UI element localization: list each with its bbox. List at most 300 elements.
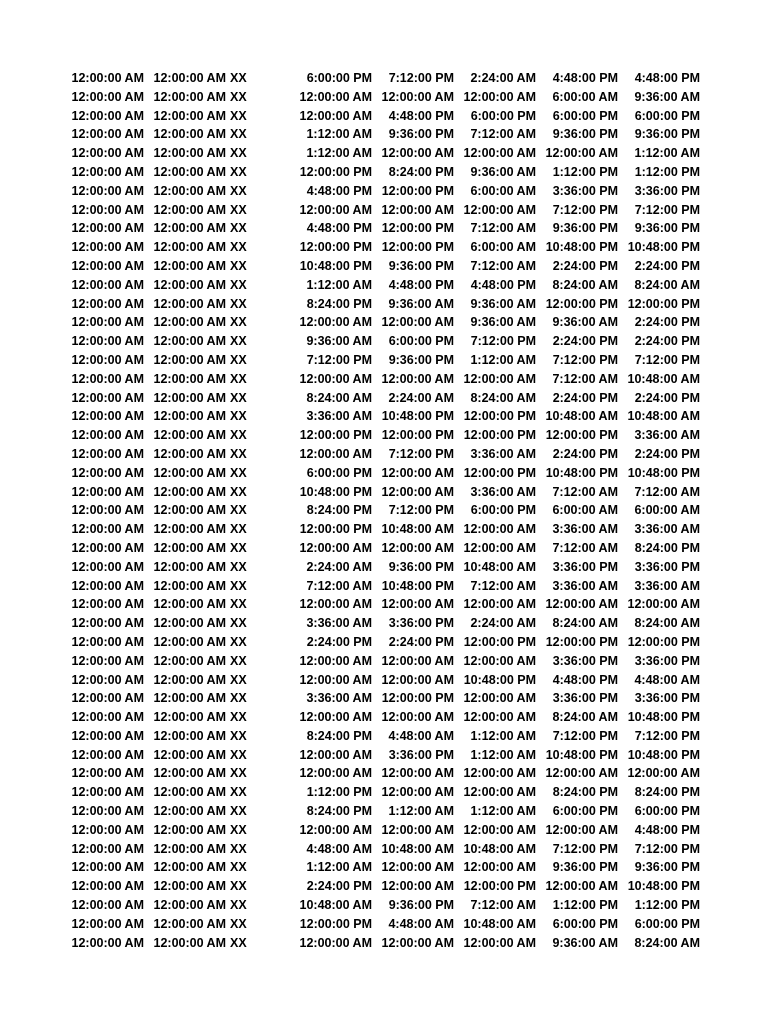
cell-start-time: 12:00:00 AM: [71, 804, 144, 819]
cell-time-2: 9:36:00 AM: [388, 296, 454, 311]
cell-time-4: 2:24:00 PM: [552, 390, 618, 405]
cell-time-3: 7:12:00 AM: [470, 258, 536, 273]
cell-time-2: 12:00:00 AM: [381, 597, 454, 612]
table-row: [0, 821, 768, 840]
cell-time-3: 12:00:00 PM: [463, 634, 536, 649]
cell-end-time: 12:00:00 AM: [153, 71, 226, 85]
cell-code: XX: [230, 108, 247, 123]
cell-time-3: 12:00:00 AM: [463, 540, 536, 555]
cell-start-time: 12:00:00 AM: [71, 352, 144, 367]
cell-code: XX: [230, 164, 247, 179]
cell-time-2: 2:24:00 AM: [388, 390, 454, 405]
cell-time-2: 12:00:00 AM: [381, 672, 454, 687]
cell-start-time: 12:00:00 AM: [71, 559, 144, 574]
cell-code: XX: [230, 691, 247, 706]
cell-start-time: 12:00:00 AM: [71, 146, 144, 161]
cell-time-1: 3:36:00 AM: [306, 409, 372, 424]
table-row: [0, 858, 768, 877]
cell-time-1: 12:00:00 AM: [299, 446, 372, 461]
cell-time-1: 12:00:00 PM: [299, 428, 372, 443]
cell-time-2: 12:00:00 AM: [381, 785, 454, 800]
cell-time-5: 9:36:00 PM: [634, 221, 700, 236]
cell-time-5: 9:36:00 AM: [634, 89, 700, 104]
cell-time-1: 12:00:00 AM: [299, 653, 372, 668]
cell-time-1: 12:00:00 AM: [299, 371, 372, 386]
cell-time-2: 6:00:00 PM: [388, 334, 454, 349]
cell-time-5: 4:48:00 PM: [634, 822, 700, 837]
table-row: [0, 313, 768, 332]
cell-start-time: 12:00:00 AM: [71, 371, 144, 386]
cell-time-1: 7:12:00 PM: [306, 352, 372, 367]
cell-time-3: 9:36:00 AM: [470, 315, 536, 330]
cell-time-3: 10:48:00 AM: [463, 916, 536, 931]
cell-time-4: 8:24:00 AM: [552, 277, 618, 292]
cell-time-2: 12:00:00 AM: [381, 146, 454, 161]
cell-time-3: 12:00:00 AM: [463, 691, 536, 706]
table-row: [0, 746, 768, 765]
cell-time-2: 1:12:00 AM: [388, 804, 454, 819]
cell-time-5: 7:12:00 PM: [634, 352, 700, 367]
table-row: [0, 351, 768, 370]
cell-code: XX: [230, 390, 247, 405]
cell-time-1: 3:36:00 AM: [306, 691, 372, 706]
cell-start-time: 12:00:00 AM: [71, 71, 144, 85]
cell-time-1: 8:24:00 PM: [306, 804, 372, 819]
cell-time-1: 12:00:00 PM: [299, 522, 372, 537]
cell-time-3: 12:00:00 PM: [463, 879, 536, 894]
cell-start-time: 12:00:00 AM: [71, 183, 144, 198]
cell-code: XX: [230, 89, 247, 104]
cell-start-time: 12:00:00 AM: [71, 822, 144, 837]
table-row: [0, 652, 768, 671]
cell-time-5: 2:24:00 PM: [634, 390, 700, 405]
cell-end-time: 12:00:00 AM: [153, 428, 226, 443]
cell-time-5: 3:36:00 PM: [634, 691, 700, 706]
cell-time-3: 1:12:00 AM: [470, 747, 536, 762]
cell-start-time: 12:00:00 AM: [71, 258, 144, 273]
cell-time-4: 3:36:00 AM: [552, 522, 618, 537]
cell-code: XX: [230, 258, 247, 273]
cell-time-3: 1:12:00 AM: [470, 804, 536, 819]
cell-end-time: 12:00:00 AM: [153, 766, 226, 781]
cell-time-2: 4:48:00 AM: [388, 728, 454, 743]
cell-time-5: 7:12:00 PM: [634, 728, 700, 743]
cell-end-time: 12:00:00 AM: [153, 522, 226, 537]
cell-start-time: 12:00:00 AM: [71, 634, 144, 649]
cell-start-time: 12:00:00 AM: [71, 710, 144, 725]
cell-start-time: 12:00:00 AM: [71, 428, 144, 443]
cell-time-3: 3:36:00 AM: [470, 446, 536, 461]
cell-time-3: 3:36:00 AM: [470, 484, 536, 499]
cell-time-4: 6:00:00 AM: [552, 89, 618, 104]
cell-code: XX: [230, 841, 247, 856]
cell-time-4: 12:00:00 AM: [545, 766, 618, 781]
table-row: [0, 445, 768, 464]
cell-time-2: 12:00:00 PM: [381, 183, 454, 198]
table-row: [0, 464, 768, 483]
cell-time-4: 8:24:00 AM: [552, 616, 618, 631]
cell-time-2: 4:48:00 AM: [388, 916, 454, 931]
cell-time-1: 1:12:00 PM: [306, 785, 372, 800]
cell-time-5: 10:48:00 AM: [627, 409, 700, 424]
cell-code: XX: [230, 315, 247, 330]
cell-code: XX: [230, 822, 247, 837]
cell-time-3: 7:12:00 PM: [470, 334, 536, 349]
cell-time-5: 7:12:00 PM: [634, 202, 700, 217]
cell-time-1: 12:00:00 AM: [299, 672, 372, 687]
table-row: [0, 896, 768, 915]
cell-code: XX: [230, 334, 247, 349]
cell-code: XX: [230, 879, 247, 894]
cell-code: XX: [230, 371, 247, 386]
cell-time-3: 9:36:00 AM: [470, 296, 536, 311]
cell-start-time: 12:00:00 AM: [71, 296, 144, 311]
cell-time-3: 7:12:00 AM: [470, 898, 536, 913]
cell-time-2: 4:48:00 PM: [388, 108, 454, 123]
cell-code: XX: [230, 653, 247, 668]
cell-start-time: 12:00:00 AM: [71, 390, 144, 405]
cell-end-time: 12:00:00 AM: [153, 559, 226, 574]
cell-code: XX: [230, 672, 247, 687]
cell-time-1: 12:00:00 AM: [299, 540, 372, 555]
table-row: [0, 238, 768, 257]
cell-time-4: 3:36:00 PM: [552, 653, 618, 668]
cell-time-4: 9:36:00 PM: [552, 127, 618, 142]
cell-time-3: 12:00:00 AM: [463, 146, 536, 161]
cell-time-2: 3:36:00 PM: [388, 747, 454, 762]
cell-end-time: 12:00:00 AM: [153, 747, 226, 762]
cell-end-time: 12:00:00 AM: [153, 578, 226, 593]
cell-time-2: 10:48:00 AM: [381, 522, 454, 537]
cell-time-4: 4:48:00 PM: [552, 672, 618, 687]
cell-time-1: 12:00:00 AM: [299, 822, 372, 837]
cell-start-time: 12:00:00 AM: [71, 860, 144, 875]
cell-start-time: 12:00:00 AM: [71, 315, 144, 330]
cell-time-3: 7:12:00 AM: [470, 221, 536, 236]
cell-time-2: 8:24:00 PM: [388, 164, 454, 179]
cell-end-time: 12:00:00 AM: [153, 710, 226, 725]
cell-time-4: 6:00:00 PM: [552, 916, 618, 931]
cell-start-time: 12:00:00 AM: [71, 409, 144, 424]
cell-time-4: 12:00:00 PM: [545, 296, 618, 311]
cell-time-4: 9:36:00 AM: [552, 315, 618, 330]
cell-time-3: 2:24:00 AM: [470, 616, 536, 631]
cell-time-2: 12:00:00 PM: [381, 221, 454, 236]
table-row: [0, 483, 768, 502]
cell-code: XX: [230, 597, 247, 612]
table-row: [0, 577, 768, 596]
cell-end-time: 12:00:00 AM: [153, 258, 226, 273]
cell-time-2: 3:36:00 PM: [388, 616, 454, 631]
cell-code: XX: [230, 221, 247, 236]
cell-time-2: 9:36:00 PM: [388, 127, 454, 142]
cell-code: XX: [230, 428, 247, 443]
cell-end-time: 12:00:00 AM: [153, 785, 226, 800]
cell-time-4: 10:48:00 AM: [545, 409, 618, 424]
cell-time-4: 12:00:00 AM: [545, 822, 618, 837]
cell-time-4: 1:12:00 PM: [552, 164, 618, 179]
cell-time-4: 10:48:00 PM: [545, 747, 618, 762]
cell-code: XX: [230, 409, 247, 424]
cell-code: XX: [230, 860, 247, 875]
cell-code: XX: [230, 146, 247, 161]
cell-time-2: 12:00:00 AM: [381, 822, 454, 837]
cell-end-time: 12:00:00 AM: [153, 315, 226, 330]
cell-time-5: 3:36:00 AM: [634, 522, 700, 537]
cell-time-4: 9:36:00 PM: [552, 860, 618, 875]
cell-time-4: 6:00:00 AM: [552, 503, 618, 518]
cell-time-4: 10:48:00 PM: [545, 465, 618, 480]
spreadsheet-body: [0, 69, 768, 952]
cell-time-5: 8:24:00 PM: [634, 540, 700, 555]
cell-time-5: 2:24:00 PM: [634, 334, 700, 349]
cell-time-3: 7:12:00 AM: [470, 578, 536, 593]
cell-time-2: 12:00:00 AM: [381, 89, 454, 104]
cell-start-time: 12:00:00 AM: [71, 277, 144, 292]
cell-time-4: 4:48:00 PM: [552, 71, 618, 85]
cell-end-time: 12:00:00 AM: [153, 822, 226, 837]
cell-start-time: 12:00:00 AM: [71, 672, 144, 687]
table-row: [0, 295, 768, 314]
cell-time-5: 10:48:00 AM: [627, 371, 700, 386]
cell-start-time: 12:00:00 AM: [71, 484, 144, 499]
cell-time-2: 7:12:00 PM: [388, 503, 454, 518]
table-row: [0, 201, 768, 220]
cell-time-4: 7:12:00 PM: [552, 352, 618, 367]
table-row: [0, 633, 768, 652]
cell-code: XX: [230, 634, 247, 649]
cell-time-5: 6:00:00 PM: [634, 916, 700, 931]
cell-time-3: 1:12:00 AM: [470, 728, 536, 743]
cell-time-4: 7:12:00 AM: [552, 484, 618, 499]
cell-time-4: 8:24:00 AM: [552, 710, 618, 725]
cell-time-2: 12:00:00 AM: [381, 465, 454, 480]
cell-start-time: 12:00:00 AM: [71, 691, 144, 706]
cell-time-1: 4:48:00 PM: [306, 183, 372, 198]
cell-end-time: 12:00:00 AM: [153, 616, 226, 631]
table-row: [0, 125, 768, 144]
table-row: [0, 840, 768, 859]
cell-time-2: 10:48:00 AM: [381, 841, 454, 856]
table-row: [0, 915, 768, 934]
cell-time-5: 8:24:00 AM: [634, 935, 700, 950]
cell-time-4: 7:12:00 AM: [552, 371, 618, 386]
cell-time-5: 1:12:00 PM: [634, 898, 700, 913]
table-row: [0, 219, 768, 238]
cell-start-time: 12:00:00 AM: [71, 785, 144, 800]
cell-time-4: 1:12:00 PM: [552, 898, 618, 913]
cell-time-3: 7:12:00 AM: [470, 127, 536, 142]
cell-end-time: 12:00:00 AM: [153, 296, 226, 311]
cell-time-2: 9:36:00 PM: [388, 559, 454, 574]
cell-code: XX: [230, 804, 247, 819]
cell-code: XX: [230, 202, 247, 217]
cell-time-4: 2:24:00 PM: [552, 334, 618, 349]
cell-code: XX: [230, 522, 247, 537]
cell-time-2: 12:00:00 AM: [381, 371, 454, 386]
cell-time-3: 12:00:00 AM: [463, 522, 536, 537]
table-row: [0, 671, 768, 690]
cell-time-5: 2:24:00 PM: [634, 258, 700, 273]
cell-end-time: 12:00:00 AM: [153, 634, 226, 649]
cell-time-1: 12:00:00 AM: [299, 202, 372, 217]
table-row: [0, 520, 768, 539]
cell-time-2: 12:00:00 AM: [381, 202, 454, 217]
cell-start-time: 12:00:00 AM: [71, 127, 144, 142]
cell-code: XX: [230, 127, 247, 142]
cell-start-time: 12:00:00 AM: [71, 465, 144, 480]
cell-end-time: 12:00:00 AM: [153, 540, 226, 555]
cell-time-3: 10:48:00 AM: [463, 559, 536, 574]
cell-start-time: 12:00:00 AM: [71, 616, 144, 631]
cell-time-5: 4:48:00 AM: [634, 672, 700, 687]
cell-time-2: 12:00:00 AM: [381, 935, 454, 950]
cell-time-2: 12:00:00 AM: [381, 540, 454, 555]
cell-time-4: 9:36:00 PM: [552, 221, 618, 236]
cell-code: XX: [230, 240, 247, 255]
cell-code: XX: [230, 747, 247, 762]
cell-code: XX: [230, 916, 247, 931]
cell-time-1: 8:24:00 PM: [306, 296, 372, 311]
cell-time-5: 6:00:00 AM: [634, 503, 700, 518]
cell-time-1: 1:12:00 AM: [306, 860, 372, 875]
cell-time-1: 1:12:00 AM: [306, 277, 372, 292]
cell-time-1: 8:24:00 PM: [306, 503, 372, 518]
table-row: [0, 877, 768, 896]
cell-time-1: 12:00:00 AM: [299, 315, 372, 330]
cell-code: XX: [230, 898, 247, 913]
cell-start-time: 12:00:00 AM: [71, 653, 144, 668]
cell-time-1: 1:12:00 AM: [306, 127, 372, 142]
cell-time-5: 10:48:00 PM: [627, 465, 700, 480]
cell-start-time: 12:00:00 AM: [71, 334, 144, 349]
table-row: [0, 276, 768, 295]
cell-code: XX: [230, 785, 247, 800]
cell-code: XX: [230, 446, 247, 461]
cell-time-4: 12:00:00 AM: [545, 879, 618, 894]
table-row: [0, 144, 768, 163]
cell-time-3: 9:36:00 AM: [470, 164, 536, 179]
cell-time-5: 10:48:00 PM: [627, 240, 700, 255]
cell-time-2: 12:00:00 AM: [381, 766, 454, 781]
cell-end-time: 12:00:00 AM: [153, 503, 226, 518]
cell-time-2: 12:00:00 PM: [381, 428, 454, 443]
cell-end-time: 12:00:00 AM: [153, 916, 226, 931]
cell-time-2: 12:00:00 AM: [381, 710, 454, 725]
cell-code: XX: [230, 559, 247, 574]
cell-end-time: 12:00:00 AM: [153, 728, 226, 743]
cell-time-3: 6:00:00 AM: [470, 183, 536, 198]
cell-time-4: 12:00:00 AM: [545, 597, 618, 612]
cell-time-3: 12:00:00 AM: [463, 710, 536, 725]
cell-time-5: 7:12:00 PM: [634, 841, 700, 856]
cell-time-5: 8:24:00 AM: [634, 616, 700, 631]
cell-code: XX: [230, 352, 247, 367]
cell-time-1: 6:00:00 PM: [306, 71, 372, 85]
cell-time-5: 2:24:00 PM: [634, 446, 700, 461]
cell-time-4: 9:36:00 AM: [552, 935, 618, 950]
cell-code: XX: [230, 710, 247, 725]
cell-end-time: 12:00:00 AM: [153, 127, 226, 142]
cell-time-3: 8:24:00 AM: [470, 390, 536, 405]
cell-time-4: 12:00:00 PM: [545, 634, 618, 649]
cell-time-5: 7:12:00 AM: [634, 484, 700, 499]
cell-start-time: 12:00:00 AM: [71, 446, 144, 461]
cell-time-3: 12:00:00 AM: [463, 822, 536, 837]
cell-end-time: 12:00:00 AM: [153, 334, 226, 349]
cell-end-time: 12:00:00 AM: [153, 691, 226, 706]
table-row: [0, 558, 768, 577]
cell-time-2: 9:36:00 PM: [388, 898, 454, 913]
cell-start-time: 12:00:00 AM: [71, 164, 144, 179]
cell-end-time: 12:00:00 AM: [153, 860, 226, 875]
cell-start-time: 12:00:00 AM: [71, 916, 144, 931]
cell-time-3: 12:00:00 AM: [463, 597, 536, 612]
cell-time-4: 12:00:00 AM: [545, 146, 618, 161]
cell-start-time: 12:00:00 AM: [71, 728, 144, 743]
cell-time-3: 6:00:00 AM: [470, 240, 536, 255]
cell-end-time: 12:00:00 AM: [153, 409, 226, 424]
cell-time-1: 12:00:00 AM: [299, 89, 372, 104]
cell-code: XX: [230, 935, 247, 950]
cell-time-4: 3:36:00 PM: [552, 691, 618, 706]
cell-time-4: 2:24:00 PM: [552, 258, 618, 273]
cell-end-time: 12:00:00 AM: [153, 898, 226, 913]
cell-time-5: 3:36:00 PM: [634, 653, 700, 668]
cell-code: XX: [230, 71, 247, 85]
cell-start-time: 12:00:00 AM: [71, 540, 144, 555]
cell-time-5: 12:00:00 PM: [627, 634, 700, 649]
cell-end-time: 12:00:00 AM: [153, 879, 226, 894]
cell-time-1: 2:24:00 PM: [306, 634, 372, 649]
cell-time-2: 4:48:00 PM: [388, 277, 454, 292]
cell-time-1: 12:00:00 AM: [299, 766, 372, 781]
table-row: [0, 802, 768, 821]
cell-time-3: 12:00:00 AM: [463, 371, 536, 386]
cell-time-1: 12:00:00 AM: [299, 747, 372, 762]
cell-time-5: 12:00:00 AM: [627, 766, 700, 781]
table-row: [0, 389, 768, 408]
cell-time-2: 9:36:00 PM: [388, 258, 454, 273]
cell-time-2: 12:00:00 AM: [381, 879, 454, 894]
cell-end-time: 12:00:00 AM: [153, 240, 226, 255]
cell-time-3: 2:24:00 AM: [470, 71, 536, 85]
cell-start-time: 12:00:00 AM: [71, 578, 144, 593]
cell-end-time: 12:00:00 AM: [153, 202, 226, 217]
cell-time-4: 7:12:00 PM: [552, 728, 618, 743]
cell-time-3: 4:48:00 PM: [470, 277, 536, 292]
cell-end-time: 12:00:00 AM: [153, 89, 226, 104]
cell-time-4: 7:12:00 PM: [552, 202, 618, 217]
cell-time-4: 6:00:00 PM: [552, 804, 618, 819]
table-row: [0, 764, 768, 783]
cell-start-time: 12:00:00 AM: [71, 597, 144, 612]
cell-time-4: 3:36:00 AM: [552, 578, 618, 593]
table-row: [0, 407, 768, 426]
cell-time-5: 9:36:00 PM: [634, 127, 700, 142]
table-row: [0, 182, 768, 201]
cell-time-1: 12:00:00 AM: [299, 108, 372, 123]
cell-time-1: 4:48:00 AM: [306, 841, 372, 856]
cell-time-3: 1:12:00 AM: [470, 352, 536, 367]
cell-code: XX: [230, 183, 247, 198]
cell-time-5: 6:00:00 PM: [634, 108, 700, 123]
cell-end-time: 12:00:00 AM: [153, 597, 226, 612]
cell-time-4: 6:00:00 PM: [552, 108, 618, 123]
cell-time-4: 2:24:00 PM: [552, 446, 618, 461]
cell-end-time: 12:00:00 AM: [153, 672, 226, 687]
cell-code: XX: [230, 728, 247, 743]
